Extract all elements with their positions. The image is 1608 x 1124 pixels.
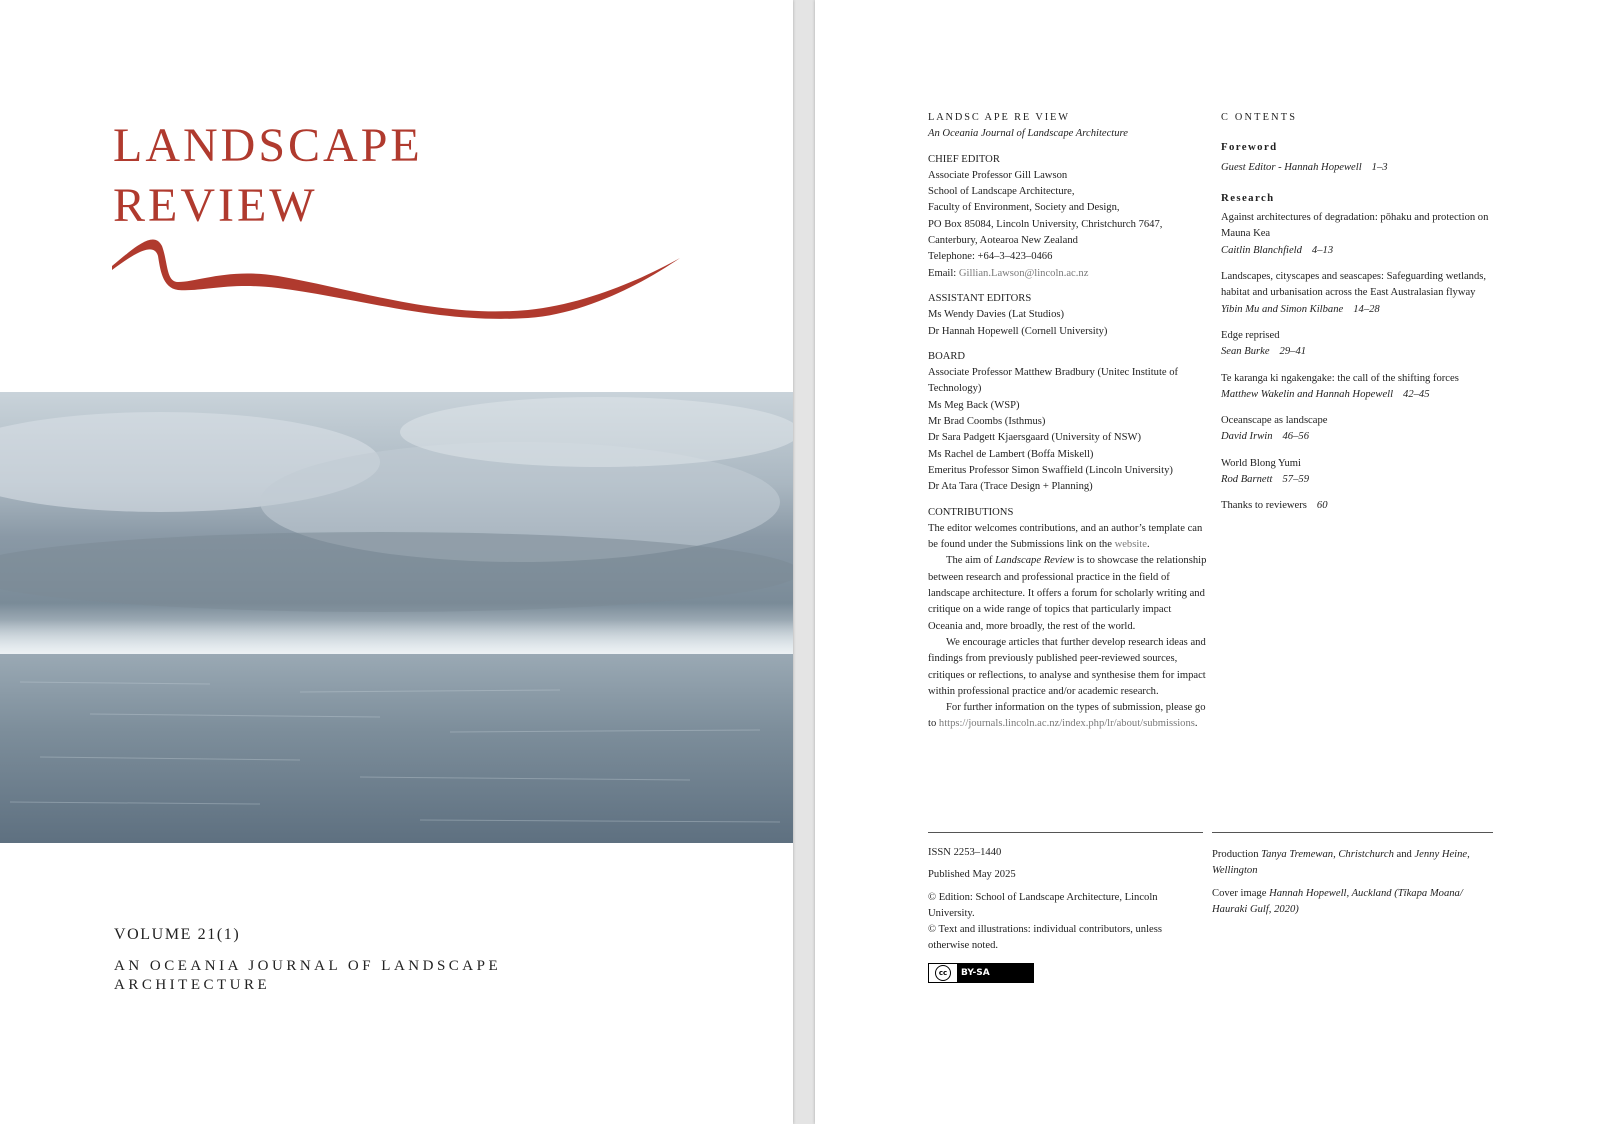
board-heading: BOARD: [928, 350, 966, 362]
email-link[interactable]: Gillian.Lawson@lincoln.ac.nz: [958, 267, 1089, 279]
assistant-editor-line: Dr Hannah Hopewell (Cornell University): [928, 325, 1108, 337]
journal-name-italic: Landscape Review: [995, 555, 1075, 567]
title-line-2: REVIEW: [113, 179, 318, 232]
contributions-text: The aim of: [946, 555, 996, 567]
entry-pages: 29–41: [1279, 346, 1307, 358]
contributions-paragraph-2: [928, 553, 1208, 634]
entry-title: Oceanscape as landscape: [1221, 415, 1328, 427]
website-link[interactable]: website: [1114, 539, 1147, 551]
chief-editor-line: PO Box 85084, Lincoln University, Christchurch 7647,: [928, 218, 1163, 230]
contributions-paragraph-3: We encourage articles that further develop research ideas and findings from previously published peer-reviewed sources, critiques or reflections, to analyse and synthesise them for impact within professional practice and/or academic research.: [928, 636, 1206, 697]
contributions-paragraph-1: [928, 521, 1208, 554]
punctuation: .: [1194, 718, 1198, 730]
contributions-heading: CONTRIBUTIONS: [928, 506, 1014, 518]
entry-author: Matthew Wakelin and Hannah Hopewell: [1221, 388, 1394, 400]
cc-by-sa-badge[interactable]: [928, 963, 1034, 983]
masthead-page: [815, 0, 1608, 1124]
entry-title: Landscapes, cityscapes and seascapes: Safeguarding wetlands, habitat and urbanisation across the East Australasian flyway: [1221, 271, 1487, 299]
chief-editor-line: Canterbury, Aotearoa New Zealand: [928, 235, 1078, 247]
entry-pages: 1–3: [1371, 161, 1388, 173]
contents-entry[interactable]: [1221, 210, 1491, 259]
assistant-editor-line: Ms Wendy Davies (Lat Studios): [928, 309, 1065, 321]
board-line: Emeritus Professor Simon Swaffield (Lincoln University): [928, 464, 1173, 476]
cover-credit-names: Hannah Hopewell, Auckland (Tīkapa Moana/ Hauraki Gulf, 2020): [1212, 887, 1463, 915]
footer-left: [928, 845, 1198, 983]
contents-entry[interactable]: [1221, 371, 1491, 404]
board-line: Dr Sara Padgett Kjaersgaard (University of NSW): [928, 432, 1141, 444]
entry-title: Te karanga ki ngakengake: the call of the shifting forces: [1221, 372, 1459, 384]
cover-label: Cover image: [1212, 887, 1270, 899]
contents-entry[interactable]: [1221, 413, 1491, 446]
contents-entry[interactable]: [1221, 269, 1491, 318]
swoosh-logo-icon: [108, 232, 688, 322]
chief-editor-line: Telephone: +64–3–423–0466: [928, 251, 1053, 263]
entry-author: Caitlin Blanchfield: [1221, 244, 1302, 256]
entry-author: Sean Burke: [1221, 346, 1270, 358]
masthead-column: [928, 110, 1208, 733]
thanks-entry[interactable]: [1221, 498, 1491, 514]
board-line: Ms Rachel de Lambert (Boffa Miskell): [928, 448, 1094, 460]
cover-subtitle: AN OCEANIA JOURNAL OF LANDSCAPE ARCHITECTURE: [114, 958, 502, 993]
chief-editor-line: Associate Professor Gill Lawson: [928, 169, 1068, 181]
chief-editor-line: School of Landscape Architecture,: [928, 186, 1075, 198]
production-credit: [1212, 847, 1472, 880]
badge-label: BY-SA: [957, 964, 1033, 982]
footer-rule-left: [928, 832, 1203, 833]
chief-editor-email: [928, 266, 1208, 282]
entry-pages: 60: [1316, 500, 1328, 512]
text-copyright: © Text and illustrations: individual contributors, unless otherwise noted.: [928, 924, 1162, 952]
cc-icon: [929, 964, 957, 982]
contents-entry[interactable]: [1221, 328, 1491, 361]
assistant-editors-heading: ASSISTANT EDITORS: [928, 292, 1032, 304]
submissions-link[interactable]: https://journals.lincoln.ac.nz/index.php/lr/about/submissions: [938, 718, 1195, 730]
cover-page: [0, 0, 793, 1124]
entry-author: Guest Editor - Hannah Hopewell: [1221, 161, 1362, 173]
entry-author: Yibin Mu and Simon Kilbane: [1221, 303, 1344, 315]
footer-right: [1212, 847, 1472, 924]
footer-rule-right: [1212, 832, 1493, 833]
email-label: Email:: [928, 267, 959, 279]
entry-pages: 4–13: [1311, 244, 1334, 256]
title-line-1: LANDSCAPE: [113, 119, 423, 172]
chief-editor-line: Faculty of Environment, Society and Design,: [928, 202, 1120, 214]
entry-title: Against architectures of degradation: pōhaku and protection on Mauna Kea: [1221, 212, 1489, 240]
issn: ISSN 2253–1440: [928, 847, 1002, 858]
thanks-label: Thanks to reviewers: [1221, 500, 1307, 512]
cover-photo: [0, 392, 793, 843]
contents-column: [1221, 110, 1491, 515]
entry-author: David Irwin: [1221, 431, 1273, 443]
foreword-heading: Foreword: [1221, 141, 1278, 154]
masthead-subtitle: An Oceania Journal of Landscape Architecture: [928, 128, 1128, 140]
conjunction: and: [1393, 849, 1415, 860]
masthead-title: LANDSC APE RE VIEW: [928, 112, 1070, 123]
published-date: Published May 2025: [928, 869, 1016, 881]
entry-pages: 42–45: [1403, 388, 1430, 400]
production-names: Jenny Heine, Wellington: [1212, 849, 1470, 877]
production-names: Tanya Tremewan, Christchurch: [1261, 849, 1394, 860]
contributions-text: is to showcase the relationship between research and professional practice in the field of landscape architecture. It offers a forum for scholarly writing and critique on a wide range of topics that particularly impact Oceania and, more broadly, the rest of the world.: [928, 555, 1207, 632]
entry-author: Rod Barnett: [1221, 474, 1273, 486]
contents-entry[interactable]: [1221, 456, 1491, 489]
board-line: Mr Brad Coombs (Isthmus): [928, 416, 1046, 428]
board-line: Ms Meg Back (WSP): [928, 399, 1020, 411]
entry-title: World Blong Yumi: [1221, 457, 1301, 469]
cover-credit: [1212, 886, 1472, 919]
contributions-text: For further information on the types of submission, please go to: [928, 702, 1206, 730]
contents-heading: C ONTENTS: [1221, 112, 1298, 123]
edition-copyright: © Edition: School of Landscape Architecture, Lincoln University.: [928, 891, 1158, 919]
foreword-entry[interactable]: [1221, 160, 1491, 176]
cc-glyph: cc: [935, 965, 951, 981]
contributions-text: The editor welcomes contributions, and an author’s template can be found under the Submissions link on the: [928, 522, 1203, 551]
entry-title: Edge reprised: [1221, 329, 1280, 341]
contributions-paragraph-4: [928, 700, 1208, 733]
board-line: Associate Professor Matthew Bradbury (Unitec Institute of Technology): [928, 367, 1179, 395]
entry-pages: 46–56: [1282, 431, 1309, 443]
chief-editor-heading: CHIEF EDITOR: [928, 153, 1000, 165]
punctuation: .: [1146, 539, 1150, 551]
production-label: Production: [1212, 849, 1262, 860]
entry-pages: 57–59: [1282, 474, 1309, 486]
volume-label: VOLUME 21(1): [114, 926, 241, 943]
board-line: Dr Ata Tara (Trace Design + Planning): [928, 481, 1093, 493]
journal-title: [113, 116, 423, 236]
entry-pages: 14–28: [1353, 303, 1380, 315]
research-heading: Research: [1221, 191, 1275, 204]
